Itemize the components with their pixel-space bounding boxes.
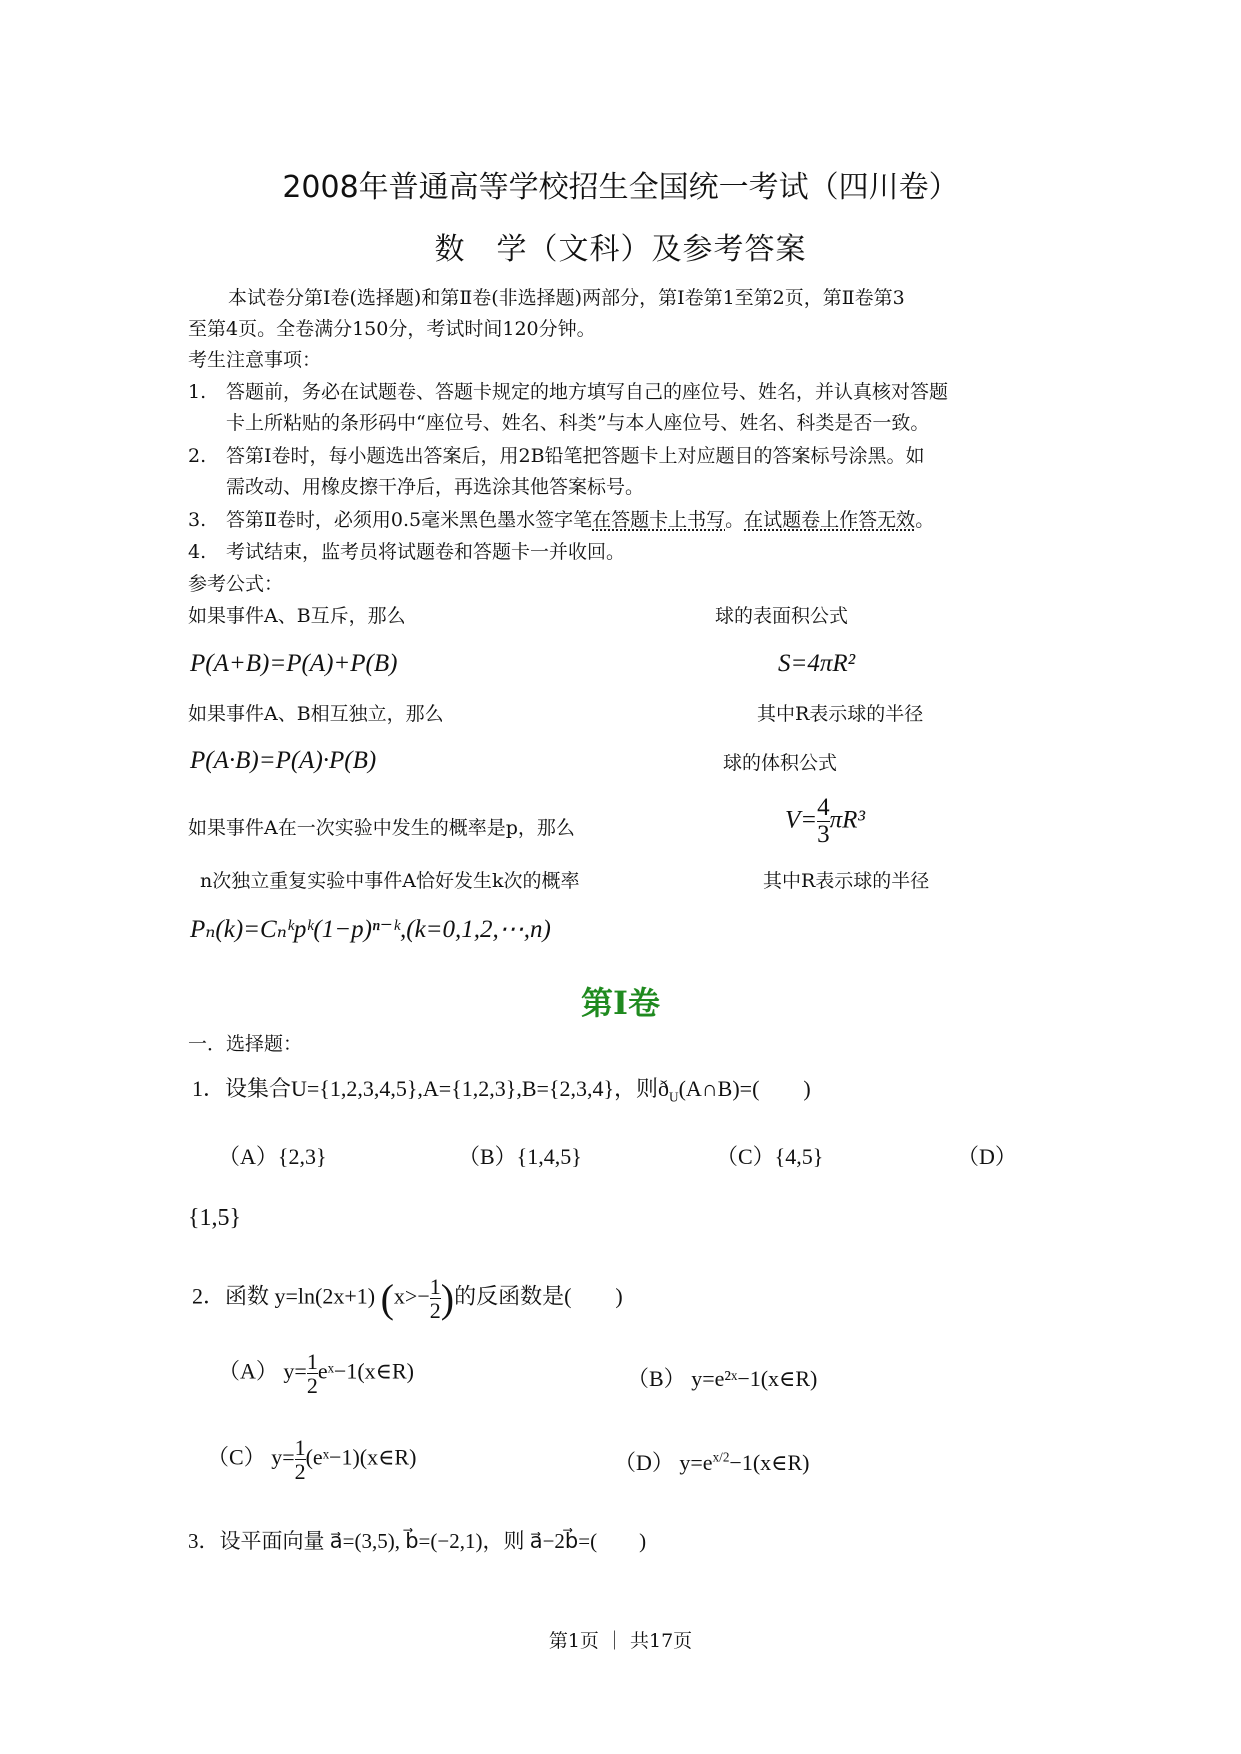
- formula-2-math: P(A·B)=P(A)·P(B): [190, 747, 377, 774]
- notice-item-text: 需改动、用橡皮擦干净后，再选涂其他答案标号。: [226, 476, 645, 498]
- notice-item-number: 4.: [188, 541, 207, 563]
- q1-option-d-value: {1,5}: [188, 1205, 242, 1231]
- option-label: （B）: [627, 1366, 686, 1391]
- notice-item-text: 考试结束，监考员将试题卷和答题卡一并收回。: [226, 541, 626, 563]
- q1-option-d-label: （D）: [957, 1144, 1017, 1169]
- q2-option-a: [218, 1350, 414, 1397]
- sphere-area-math: S=4πR²: [778, 650, 856, 677]
- question-text: 的反函数是( ): [454, 1283, 623, 1309]
- question-1-stem: [192, 1072, 811, 1105]
- notice-item-2: [188, 441, 1058, 503]
- notice-item-3: [188, 505, 1058, 536]
- fraction-denominator: 2: [429, 1298, 441, 1324]
- q1-option-c: （C）{4,5}: [716, 1144, 824, 1169]
- fraction-denominator: 3: [817, 821, 830, 849]
- exponent: x/2: [712, 1449, 730, 1465]
- math-text: y=: [271, 1444, 295, 1470]
- fraction-numerator: 1: [306, 1349, 318, 1374]
- notice-item-text: 答第Ⅰ卷时，每小题选出答案后，用2B铅笔把答题卡上对应题目的答案标号涂黑。如: [226, 445, 925, 467]
- formula-1-math: P(A+B)=P(A)+P(B): [190, 650, 398, 677]
- formula-3-math: Pₙ(k)=Cₙᵏpᵏ(1−p)ⁿ⁻ᵏ,(k=0,1,2,⋯,n): [190, 916, 551, 943]
- sphere-volume-note: 其中R表示球的半径: [763, 870, 930, 892]
- option-label: （D）: [614, 1450, 674, 1475]
- formula-1-text: 如果事件A、B互斥，那么: [188, 605, 406, 627]
- notice-item-4: [188, 537, 1058, 568]
- q1-option-a: （A）{2,3}: [218, 1144, 327, 1169]
- math-text: πR³: [829, 806, 865, 834]
- notice-item-text: 答第Ⅱ卷时，必须用0.5毫米黑色墨水签字笔: [226, 509, 593, 531]
- math-text: eˣ−1(x∈R): [317, 1358, 414, 1384]
- option-label: （A）: [218, 1358, 278, 1384]
- question-2-stem: 2．函数 y=ln(2x+1) (x>− $\frac{1}{2}$ )的反函数是( ): [192, 1274, 623, 1324]
- q2-option-d: [614, 1446, 809, 1477]
- intro-line-2: 至第4页。全卷满分150分，考试时间120分钟。: [188, 318, 596, 340]
- option-label: （C）: [207, 1444, 266, 1470]
- math-text: (eˣ−1)(x∈R): [305, 1444, 417, 1470]
- fraction-denominator: 2: [306, 1373, 318, 1399]
- question-text: x>−: [393, 1283, 430, 1309]
- notice-item-text: 。: [725, 509, 745, 531]
- exam-title: 2008年普通高等学校招生全国统一考试（四川卷）: [282, 170, 959, 205]
- fraction-denominator: 2: [294, 1459, 306, 1485]
- notice-item-text: 卡上所粘贴的条形码中“座位号、姓名、科类”与本人座位号、姓名、科类是否一致。: [226, 412, 930, 434]
- formula-heading: 参考公式：: [188, 573, 284, 595]
- complement-subscript: U: [669, 1089, 679, 1105]
- question-text: (A∩B)=( ): [678, 1076, 811, 1101]
- question-3-stem: 3．设平面向量 a⃗=(3,5), b⃗=(−2,1)，则 a⃗−2b⃗=( ): [188, 1529, 647, 1553]
- math-text: y=e: [679, 1450, 713, 1475]
- notice-item-number: 2.: [188, 445, 207, 467]
- notice-item-number: 3.: [188, 509, 207, 531]
- math-text: y=e²ˣ−1(x∈R): [691, 1366, 818, 1391]
- formula-3-text: 如果事件A在一次实验中发生的概率是p，那么: [188, 817, 575, 839]
- math-text: y=: [283, 1358, 307, 1384]
- sphere-volume-math: [785, 795, 865, 849]
- sphere-volume-text: 球的体积公式: [723, 752, 838, 774]
- fraction-numerator: 4: [817, 794, 830, 821]
- notice-heading: 考生注意事项：: [188, 349, 322, 371]
- notice-item-text: 答题前，务必在试题卷、答题卡规定的地方填写自己的座位号、姓名，并认真核对答题: [226, 381, 949, 403]
- notice-item-text: 。: [915, 509, 935, 531]
- fraction-numerator: 1: [294, 1435, 306, 1460]
- sphere-area-note: 其中R表示球的半径: [757, 703, 924, 725]
- emphasis-text: 在试题卷上作答无效: [744, 509, 916, 531]
- math-text: −1(x∈R): [729, 1450, 810, 1475]
- exam-subtitle: 数 学（文科）及参考答案: [434, 232, 807, 267]
- sphere-area-text: 球的表面积公式: [715, 605, 849, 627]
- q2-option-c: [207, 1436, 416, 1483]
- notice-item-number: 1.: [188, 381, 207, 403]
- fraction-numerator: 1: [429, 1274, 441, 1299]
- math-text: V=: [785, 806, 818, 834]
- intro-line-1: 本试卷分第Ⅰ卷(选择题)和第Ⅱ卷(非选择题)两部分，第Ⅰ卷第1至第2页，第Ⅱ卷第3: [228, 287, 905, 309]
- question-text: 2．函数 y=ln(2x+1): [192, 1283, 376, 1309]
- formula-2-text: 如果事件A、B相互独立，那么: [188, 703, 444, 725]
- section-title: 第Ⅰ卷: [581, 984, 660, 1022]
- question-text: 1．设集合U={1,2,3,4,5},A={1,2,3},B={2,3,4}，则ð: [192, 1076, 670, 1101]
- q1-option-b: （B）{1,4,5}: [458, 1144, 582, 1169]
- notice-item-1: [188, 377, 1058, 439]
- part-heading: 一．选择题：: [188, 1033, 303, 1055]
- page-footer: 第1页 ｜ 共17页: [548, 1630, 693, 1652]
- emphasis-text: 在答题卡上书写: [592, 509, 726, 531]
- q2-option-b: [627, 1362, 817, 1393]
- formula-3-text-2: n次独立重复实验中事件A恰好发生k次的概率: [200, 870, 580, 892]
